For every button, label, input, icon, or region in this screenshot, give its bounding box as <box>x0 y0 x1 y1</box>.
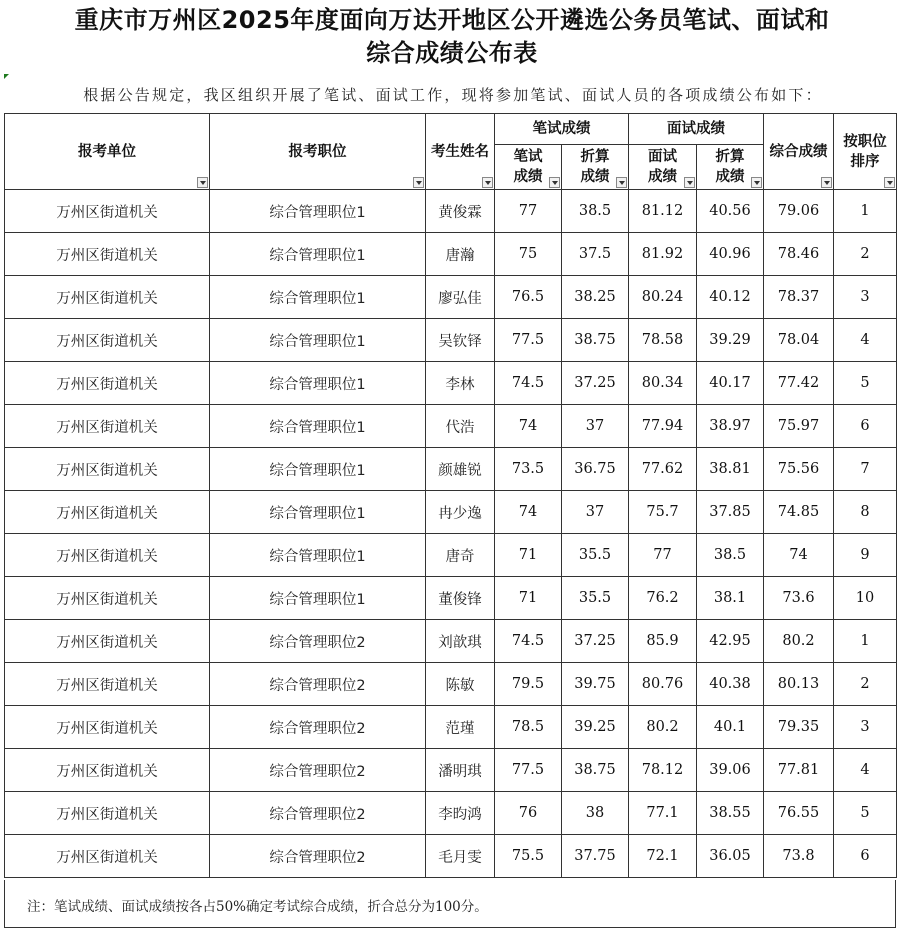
name-cell: 颜雄锐 <box>426 448 495 491</box>
interview-conv-cell: 39.29 <box>697 319 764 362</box>
job-cell: 综合管理职位2 <box>210 835 426 878</box>
unit-cell: 万州区街道机关 <box>5 276 210 319</box>
job-cell: 综合管理职位2 <box>210 663 426 706</box>
interview-score-cell: 76.2 <box>629 577 697 620</box>
written-conv-cell: 36.75 <box>562 448 629 491</box>
composite-cell: 75.56 <box>764 448 834 491</box>
name-cell: 代浩 <box>426 405 495 448</box>
written-score-cell: 71 <box>495 577 562 620</box>
cell-comment-marker <box>4 74 9 79</box>
filter-dropdown-icon[interactable] <box>413 177 424 188</box>
composite-cell: 77.81 <box>764 749 834 792</box>
rank-cell: 2 <box>834 663 897 706</box>
name-cell: 李昀鸿 <box>426 792 495 835</box>
rank-cell: 6 <box>834 405 897 448</box>
written-conv-cell: 38 <box>562 792 629 835</box>
interview-conv-cell: 38.81 <box>697 448 764 491</box>
interview-score-cell: 80.34 <box>629 362 697 405</box>
unit-cell: 万州区街道机关 <box>5 190 210 233</box>
rank-cell: 3 <box>834 276 897 319</box>
table-header <box>5 114 897 190</box>
name-cell: 唐瀚 <box>426 233 495 276</box>
rank-cell: 8 <box>834 491 897 534</box>
interview-score-cell: 80.24 <box>629 276 697 319</box>
interview-score-cell: 78.12 <box>629 749 697 792</box>
job-cell: 综合管理职位1 <box>210 491 426 534</box>
composite-cell: 79.06 <box>764 190 834 233</box>
interview-conv-cell: 40.56 <box>697 190 764 233</box>
interview-conv-cell: 38.1 <box>697 577 764 620</box>
unit-cell: 万州区街道机关 <box>5 233 210 276</box>
name-cell: 黄俊霖 <box>426 190 495 233</box>
job-cell: 综合管理职位1 <box>210 319 426 362</box>
interview-score-cell: 80.2 <box>629 706 697 749</box>
table-row <box>5 706 897 749</box>
job-cell: 综合管理职位1 <box>210 534 426 577</box>
composite-cell: 74.85 <box>764 491 834 534</box>
table-row <box>5 190 897 233</box>
header-interview-group: 面试成绩 <box>629 114 764 145</box>
composite-cell: 74 <box>764 534 834 577</box>
header-unit: 报考单位 <box>5 114 210 190</box>
table-row <box>5 491 897 534</box>
filter-dropdown-icon[interactable] <box>616 177 627 188</box>
written-conv-cell: 39.25 <box>562 706 629 749</box>
job-cell: 综合管理职位2 <box>210 706 426 749</box>
composite-cell: 75.97 <box>764 405 834 448</box>
interview-score-cell: 77 <box>629 534 697 577</box>
footnote: 注：笔试成绩、面试成绩按各占50%确定考试综合成绩，折合总分为100分。 <box>4 880 896 928</box>
unit-cell: 万州区街道机关 <box>5 706 210 749</box>
interview-score-cell: 85.9 <box>629 620 697 663</box>
composite-cell: 79.35 <box>764 706 834 749</box>
header-name: 考生姓名 <box>426 114 495 190</box>
table-row <box>5 448 897 491</box>
rank-cell: 4 <box>834 319 897 362</box>
name-cell: 范瑾 <box>426 706 495 749</box>
written-conv-cell: 37.25 <box>562 362 629 405</box>
job-cell: 综合管理职位2 <box>210 749 426 792</box>
table-row <box>5 620 897 663</box>
title-line-2: 综合成绩公布表 <box>366 39 538 67</box>
table-row <box>5 663 897 706</box>
filter-dropdown-icon[interactable] <box>884 177 895 188</box>
composite-cell: 73.6 <box>764 577 834 620</box>
name-cell: 潘明琪 <box>426 749 495 792</box>
name-cell: 陈敏 <box>426 663 495 706</box>
name-cell: 唐奇 <box>426 534 495 577</box>
header-interview-conv: 折算成绩 <box>697 145 764 190</box>
written-conv-cell: 37 <box>562 491 629 534</box>
written-score-cell: 74 <box>495 491 562 534</box>
written-score-cell: 71 <box>495 534 562 577</box>
table-row <box>5 233 897 276</box>
interview-score-cell: 77.62 <box>629 448 697 491</box>
filter-dropdown-icon[interactable] <box>197 177 208 188</box>
interview-score-cell: 80.76 <box>629 663 697 706</box>
job-cell: 综合管理职位1 <box>210 362 426 405</box>
written-conv-cell: 37.25 <box>562 620 629 663</box>
table-row <box>5 792 897 835</box>
intro-text: 根据公告规定，我区组织开展了笔试、面试工作，现将参加笔试、面试人员的各项成绩公布如下： <box>83 86 823 104</box>
page-title <box>0 4 904 70</box>
interview-conv-cell: 39.06 <box>697 749 764 792</box>
written-score-cell: 74 <box>495 405 562 448</box>
written-score-cell: 76.5 <box>495 276 562 319</box>
name-cell: 冉少逸 <box>426 491 495 534</box>
name-cell: 董俊锋 <box>426 577 495 620</box>
unit-cell: 万州区街道机关 <box>5 620 210 663</box>
job-cell: 综合管理职位1 <box>210 276 426 319</box>
written-score-cell: 78.5 <box>495 706 562 749</box>
interview-conv-cell: 36.05 <box>697 835 764 878</box>
table-row <box>5 405 897 448</box>
unit-cell: 万州区街道机关 <box>5 749 210 792</box>
rank-cell: 2 <box>834 233 897 276</box>
composite-cell: 78.46 <box>764 233 834 276</box>
name-cell: 毛月雯 <box>426 835 495 878</box>
table-row <box>5 319 897 362</box>
table-row <box>5 835 897 878</box>
interview-score-cell: 81.92 <box>629 233 697 276</box>
rank-cell: 1 <box>834 620 897 663</box>
table-row <box>5 276 897 319</box>
written-conv-cell: 37 <box>562 405 629 448</box>
composite-cell: 80.13 <box>764 663 834 706</box>
header-written-group: 笔试成绩 <box>495 114 629 145</box>
rank-cell: 6 <box>834 835 897 878</box>
unit-cell: 万州区街道机关 <box>5 405 210 448</box>
rank-cell: 5 <box>834 362 897 405</box>
written-score-cell: 77.5 <box>495 749 562 792</box>
interview-conv-cell: 38.5 <box>697 534 764 577</box>
score-table <box>4 113 897 878</box>
filter-dropdown-icon[interactable] <box>549 177 560 188</box>
composite-cell: 80.2 <box>764 620 834 663</box>
rank-cell: 7 <box>834 448 897 491</box>
header-written-score: 笔试成绩 <box>495 145 562 190</box>
composite-cell: 76.55 <box>764 792 834 835</box>
name-cell: 吴钦铎 <box>426 319 495 362</box>
header-interview-score: 面试成绩 <box>629 145 697 190</box>
unit-cell: 万州区街道机关 <box>5 534 210 577</box>
rank-cell: 10 <box>834 577 897 620</box>
written-conv-cell: 38.75 <box>562 749 629 792</box>
job-cell: 综合管理职位1 <box>210 233 426 276</box>
written-conv-cell: 38.75 <box>562 319 629 362</box>
interview-score-cell: 78.58 <box>629 319 697 362</box>
table-row <box>5 362 897 405</box>
written-score-cell: 76 <box>495 792 562 835</box>
job-cell: 综合管理职位2 <box>210 620 426 663</box>
job-cell: 综合管理职位1 <box>210 577 426 620</box>
written-score-cell: 74.5 <box>495 620 562 663</box>
interview-conv-cell: 38.55 <box>697 792 764 835</box>
written-score-cell: 73.5 <box>495 448 562 491</box>
filter-dropdown-icon[interactable] <box>821 177 832 188</box>
rank-cell: 5 <box>834 792 897 835</box>
written-conv-cell: 39.75 <box>562 663 629 706</box>
header-composite: 综合成绩 <box>764 114 834 190</box>
interview-score-cell: 72.1 <box>629 835 697 878</box>
written-score-cell: 77.5 <box>495 319 562 362</box>
interview-score-cell: 81.12 <box>629 190 697 233</box>
written-score-cell: 79.5 <box>495 663 562 706</box>
unit-cell: 万州区街道机关 <box>5 577 210 620</box>
interview-conv-cell: 37.85 <box>697 491 764 534</box>
written-conv-cell: 35.5 <box>562 534 629 577</box>
unit-cell: 万州区街道机关 <box>5 448 210 491</box>
written-conv-cell: 38.5 <box>562 190 629 233</box>
unit-cell: 万州区街道机关 <box>5 491 210 534</box>
name-cell: 李林 <box>426 362 495 405</box>
interview-score-cell: 77.94 <box>629 405 697 448</box>
written-conv-cell: 37.75 <box>562 835 629 878</box>
interview-score-cell: 75.7 <box>629 491 697 534</box>
unit-cell: 万州区街道机关 <box>5 792 210 835</box>
written-score-cell: 75.5 <box>495 835 562 878</box>
name-cell: 刘歆琪 <box>426 620 495 663</box>
interview-conv-cell: 40.12 <box>697 276 764 319</box>
written-score-cell: 75 <box>495 233 562 276</box>
job-cell: 综合管理职位1 <box>210 190 426 233</box>
rank-cell: 9 <box>834 534 897 577</box>
written-conv-cell: 35.5 <box>562 577 629 620</box>
composite-cell: 78.04 <box>764 319 834 362</box>
interview-conv-cell: 38.97 <box>697 405 764 448</box>
job-cell: 综合管理职位2 <box>210 792 426 835</box>
header-written-conv: 折算成绩 <box>562 145 629 190</box>
interview-conv-cell: 42.95 <box>697 620 764 663</box>
written-score-cell: 77 <box>495 190 562 233</box>
unit-cell: 万州区街道机关 <box>5 319 210 362</box>
job-cell: 综合管理职位1 <box>210 405 426 448</box>
unit-cell: 万州区街道机关 <box>5 663 210 706</box>
interview-conv-cell: 40.38 <box>697 663 764 706</box>
written-score-cell: 74.5 <box>495 362 562 405</box>
written-conv-cell: 38.25 <box>562 276 629 319</box>
interview-conv-cell: 40.1 <box>697 706 764 749</box>
written-conv-cell: 37.5 <box>562 233 629 276</box>
interview-score-cell: 77.1 <box>629 792 697 835</box>
name-cell: 廖弘佳 <box>426 276 495 319</box>
interview-conv-cell: 40.17 <box>697 362 764 405</box>
composite-cell: 73.8 <box>764 835 834 878</box>
rank-cell: 4 <box>834 749 897 792</box>
rank-cell: 1 <box>834 190 897 233</box>
header-job: 报考职位 <box>210 114 426 190</box>
filter-dropdown-icon[interactable] <box>751 177 762 188</box>
job-cell: 综合管理职位1 <box>210 448 426 491</box>
rank-cell: 3 <box>834 706 897 749</box>
interview-conv-cell: 40.96 <box>697 233 764 276</box>
composite-cell: 78.37 <box>764 276 834 319</box>
table-body <box>5 190 897 878</box>
composite-cell: 77.42 <box>764 362 834 405</box>
table-row <box>5 577 897 620</box>
title-line-1: 重庆市万州区2025年度面向万达开地区公开遴选公务员笔试、面试和 <box>74 6 830 34</box>
filter-dropdown-icon[interactable] <box>684 177 695 188</box>
unit-cell: 万州区街道机关 <box>5 362 210 405</box>
filter-dropdown-icon[interactable] <box>482 177 493 188</box>
table-row <box>5 534 897 577</box>
header-rank: 按职位排序 <box>834 114 897 190</box>
table-row <box>5 749 897 792</box>
unit-cell: 万州区街道机关 <box>5 835 210 878</box>
